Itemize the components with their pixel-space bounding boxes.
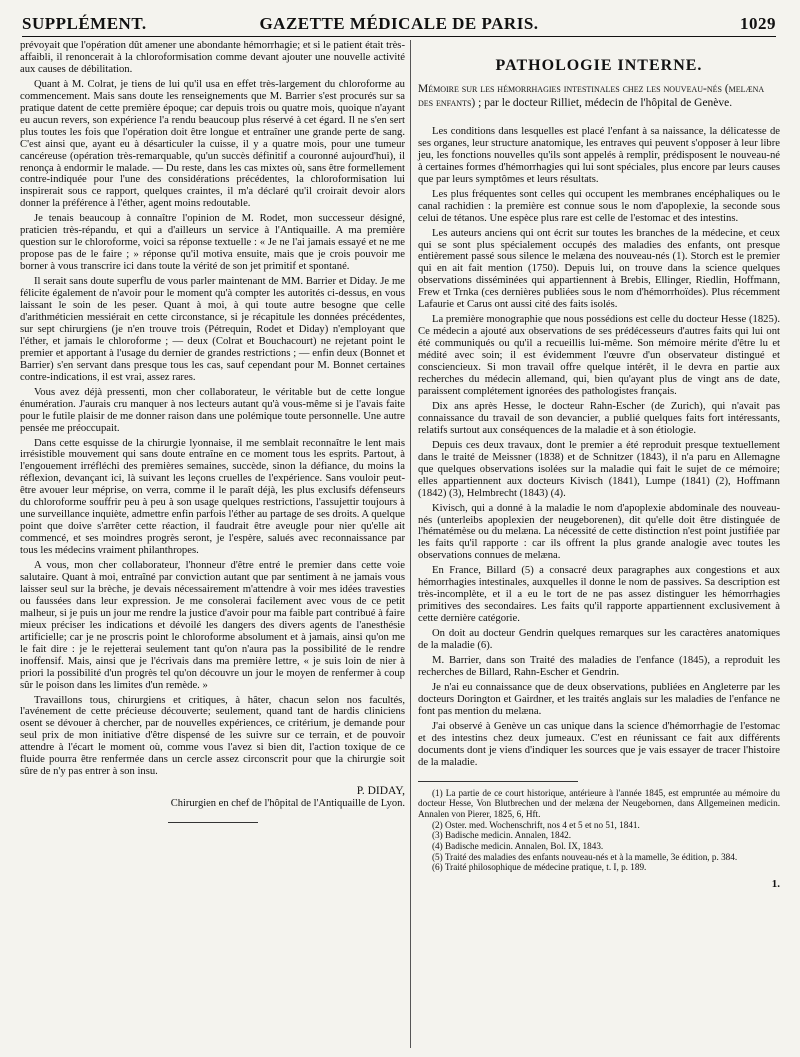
article-title [418, 82, 780, 110]
paragraph: Kivisch, qui a donné à la maladie le nom d'apoplexie abdominale des nouveau-nés (unterleibs apoplexien der neugeborenen), dit qu'elle doit être distinguée de l'hématémèse ou du melæna. La nécessité de cette distinction n'est point justifiée par les faits qu'il rapporte : car ils offrent la plus grande analogie avec toutes les observations connues de melæna. [418, 502, 780, 562]
footnote: (6) Traité philosophique de médecine pratique, t. I, p. 189. [432, 862, 647, 873]
signature-name: P. DIDAY, [356, 785, 405, 798]
paragraph: Quant à M. Colrat, je tiens de lui qu'il usa en effet très-largement du chloroforme au commencement. Mais sans doute les renseignements que M. Barrier s'est procurés sur sa pratique datent de cette première époque; car depuis trois ou quatre mois, quoique n'ayant eu aucun revers, son expérience l'a rendu beaucoup plus réservé à cet égard. Il ne s'en sert plus toutes les fois que l'opération doit être longue et entraîner une grande perte de sang. C'est ainsi que, ayant eu à désarticuler la cuisse, il y a quatre mois, pour une tumeur cancéreuse (opération très-remarquable, qu'un succès définitif a couronné aujourd'hui), il renonça à endormir le malade. — Du reste, dans les cas mixtes où, sans être formellement contre-indiquée pour l'une des considérations précédentes, la chloroformisation lui inspirerait sous ce rapport, quelques craintes, il m'a déclaré qu'il croirait devoir alors donner la préférence à l'éther, agent moins redoutable. [20, 78, 405, 210]
footnote: (1) La partie de ce court historique, antérieure à l'année 1845, est empruntée au mémoire du docteur Hesse, Von Blutbrechen und der melæna der Neugebornen, dans Allgemeinen medicin. Annalen von Pierer, 1825, 6, Hft. [418, 787, 780, 819]
paragraph: Dans cette esquisse de la chirurgie lyonnaise, il me semblait reconnaître le lent mais irrésistible mouvement qui sans doute entraîne en ce moment tous les esprits. Partout, à l'engouement irréfléchi des premières semaines, succède, sinon la défiance, du moins la réflexion, devançant ici, là suivant les leçons cruelles de l'expérience. Sans vouloir peut-être avouer leur méprise, on verra, comme il le paraît déjà, les plus exclusifs défenseurs du chloroforme souffrir peu à peu à son usage quelques restrictions, l'assujettir toujours à une surveillance inquiète, admettre enfin parfois l'éther au partage de ses droits. A quelque point que doive s'arrêter cette réaction, il faudrait être aveugle pour nier qu'elle ait commencé, et ses moindres progrès seront, je l'espère, salués avec reconnaissance par tous les médecins vraiment philanthropes. [20, 437, 405, 557]
paragraph: Travaillons tous, chirurgiens et critiques, à hâter, chacun selon nos facultés, l'avénement de cette précieuse découverte; seulement, quand tant de hardis cliniciens osent se dévouer à chercher, par de nouvelles expériences, ce critérium, je demande pour seul prix de mon initiative d'être dispensé de les suivre sur ce terrain, et de pouvoir attendre à l'écart le moment où, comme vous l'avez si bien dit, l'action toxique de ce fluide pourra être renfermée dans un cercle assez circonscrit pour que la chirurgie soit sûre de n'y pas entrer à son insu. [20, 694, 405, 778]
article-title-main: Mémoire sur les hémorrhagies intestinales chez les nouveau-nés (melæna des enfants) ; [418, 82, 765, 109]
paragraph: On doit au docteur Gendrin quelques remarques sur les caractères anatomiques de la maladie (6). [418, 628, 780, 652]
paragraph: Je tenais beaucoup à connaître l'opinion de M. Rodet, mon successeur désigné, praticien très-répandu, et qui a d'ailleurs un service à l'Antiquaille. A ma première question sur le chloroforme, voici sa réponse textuelle : « Je ne l'ai jamais essayé et ne me propose pas de le faire ; » réponse qu'il motiva ensuite, mais que je crois pouvoir me borner à vous transcrire ici dans toute la vérité de son jet primitif et spontané. [20, 213, 405, 273]
paragraph: Les plus fréquentes sont celles qui occupent les membranes encéphaliques ou le canal rachidien : la première est connue sous le nom d'apoplexie, la seconde sous celui de tétanos. Une espèce plus rare est celle de l'estomac et des intestins. [418, 188, 780, 224]
paragraph: prévoyait que l'opération dût amener une abondante hémorrhagie; et si le patient était très-affaibli, il renoncerait à la chloroformisation comme devant ajouter une nouvelle activité aux causes de débilitation. [20, 40, 405, 75]
paragraph: Les auteurs anciens qui ont écrit sur toutes les branches de la médecine, et ceux qui se sont plus spécialement occupés des maladies des enfants, ont presque entièrement passé sous silence le melæna des nouveau-nés (1). Storch est le premier qui en ait fait mention (1750). Depuis lui, on trouve dans la science quelques observations disséminées qui appartiennent à Brebis, Ellinger, Riedlin, Hoffmann, Frew et Trnka (ces dernières publiées sous le nom d'hémorrhoïdes). Plus récemment Lafaurie et Carus ont aussi cité des faits isolés. [418, 227, 780, 311]
header-journal-title: GAZETTE MÉDICALE DE PARIS. [259, 14, 539, 33]
right-column [418, 40, 780, 891]
signature-mark: 1. [771, 878, 780, 891]
paragraph: En France, Billard (5) a consacré deux paragraphes aux congestions et aux hémorrhagies intestinales, auxquelles il donne le nom de passives. Sa description est très-incomplète, et il a eu le tort de ne pas assez distinguer les hémorrhagies primitives des secondaires. Les faits qu'il rapporte appartiennent exclusivement à cette dernière catégorie. [418, 565, 780, 625]
left-column [20, 40, 405, 823]
footnote: (2) Oster. med. Wochenschrift, nos 4 et 5 et no 51, 1841. [432, 819, 640, 830]
paragraph: Vous avez déjà pressenti, mon cher collaborateur, le véritable but de cette longue énumération. J'aurais cru manquer à nos lecteurs autant qu'à vous-même si je l'avais faite pour le futile plaisir de me donner raison dans une polémique toute personnelle. Une autre pensée me préoccupait. [20, 386, 405, 434]
paragraph: A vous, mon cher collaborateur, l'honneur d'être entré le premier dans cette voie salutaire. Quant à moi, entraîné par conviction autant que par sentiment à ne jamais vous laisser seul sur la brèche, je devais nécessairement m'attendre à voir mes idées travesties ou faussées dans leur expression. Je me consolerai facilement avec vous de ce petit malheur, si je puis un jour me rendre la justice d'avoir pour ma faible part contribué à faire mieux préciser les indications et dévoilé les dangers des divers agents de l'anesthésie artificielle; car je ne proscris point le chloroforme absolument et à jamais, ainsi qu'on me le fait dire : je le rejetterai seulement tant qu'on n'aura pas la possibilité de le rendre inoffensif. Mais, ainsi que je l'écrivais dans ma première lettre, « je suis loin de nier à priori la possibilité d'un progrès tel qu'on découvre un jour le moyen de renfermer à coup sûr le poison dans les limites d'un remède. » [20, 560, 406, 691]
paragraph: Je n'ai eu connaissance que de deux observations, publiées en Angleterre par les docteurs Dorington et Gairdner, et les traités anglais sur les maladies de l'enfance ne font pas mention du melæna. [418, 681, 780, 717]
paragraph: Dix ans après Hesse, le docteur Rahn-Escher (de Zurich), qui n'avait pas connaissance du travail de son devancier, a publié quelques faits fort intéressants, relatifs surtout aux conséquences de la maladie et à son étiologie. [418, 400, 780, 436]
signature-block [20, 786, 405, 810]
paragraph: M. Barrier, dans son Traité des maladies de l'enfance (1845), a reproduit les recherches de Billard, Rahn-Escher et Gendrin. [418, 654, 780, 678]
footnote-rule [418, 781, 578, 782]
article-title-author: par le docteur Rilliet, médecin de l'hôpital de Genève. [481, 96, 733, 109]
section-title: PATHOLOGIE INTERNE. [495, 57, 703, 74]
header-supplement-label: SUPPLÉMENT. [22, 14, 147, 33]
paragraph: Les conditions dans lesquelles est placé l'enfant à sa naissance, la délicatesse de ses organes, leur structure anatomique, les entraves qui peuvent s'opposer à leur libre jeu, les fonctions nouvelles qu'ils sont appelés à remplir, prédisposent le nouveau-né à certaines formes d'hémorrhagies qui lui sont spéciales, plus encore par leurs causes que par leurs symptômes et leurs résultats. [418, 125, 780, 185]
footnote: (5) Traité des maladies des enfants nouveau-nés et à la mamelle, 3e édition, p. 384. [432, 851, 738, 862]
paragraph: Il serait sans doute superflu de vous parler maintenant de MM. Barrier et Diday. Je me félicite également de n'avoir pour le moment qu'à compter les autorités ci-dessus, en vous laissant le soin de les peser. Quant à moi, à qui toute autre besogne que celle d'arithméticien messiérait en cette circonstance, si je récapitule les données précédentes, sur sept chirurgiens (je n'en trouve trois (Pétrequin, Rodet et Diday) n'employant que l'éther, et jamais le chloroforme ; — deux (Colrat et Bouchacourt) ne rejetant point le premier et apportant à l'usage du dernier de grandes restrictions ; — enfin deux (Bonnet et Barrier) s'en servant dans presque tous les cas, sauf cependant pour M. Bonnet certaines contre-indications, il est vrai, assez rares. [20, 276, 405, 383]
paragraph: La première monographie que nous possédions est celle du docteur Hesse (1825). Ce médecin a ajouté aux observations de ses prédécesseurs d'autres faits qui lui ont été communiqués ou qu'il a recueillis lui-même. Son mémoire mérite d'être lu et médité avec soin; il est évidemment l'œuvre d'un observateur distingué et consciencieux. Si mon travail offre quelque intérêt, il le devra en partie aux recherches du médecin allemand, qui, bien qu'ayant plus de vingt ans de date, paraissent complétement ignorées des pathologistes français. [418, 314, 780, 397]
column-divider [410, 40, 411, 1048]
header-page-number: 1029 [740, 14, 776, 33]
signature-title: Chirurgien en chef de l'hôpital de l'Antiquaille de Lyon. [170, 798, 405, 810]
paragraph: Depuis ces deux travaux, dont le premier a été reproduit presque textuellement dans le traité de Meissner (1838) et de Schnitzer (1843), il n'a paru en Allemagne que quelques observations isolées sur la maladie qui fait le sujet de ce mémoire; elles appartiennent aux docteurs Kivisch (1841), Lumpe (1841) (2), Hoffmann (1842) (3), Helmbrecht (1843) (4). [418, 439, 780, 499]
footnote: (4) Badische medicin. Annalen, Bol. IX, 1843. [432, 841, 604, 852]
end-rule [168, 822, 258, 823]
page-header [22, 12, 776, 37]
paragraph: J'ai observé à Genève un cas unique dans la science d'hémorrhagie de l'estomac et des intestins chez deux jumeaux. C'est en réunissant ce fait aux différents documents dont je viens d'indiquer les sources que je vais essayer de tracer l'histoire de la maladie. [418, 720, 780, 768]
footnote: (3) Badische medicin. Annalen, 1842. [432, 830, 572, 841]
